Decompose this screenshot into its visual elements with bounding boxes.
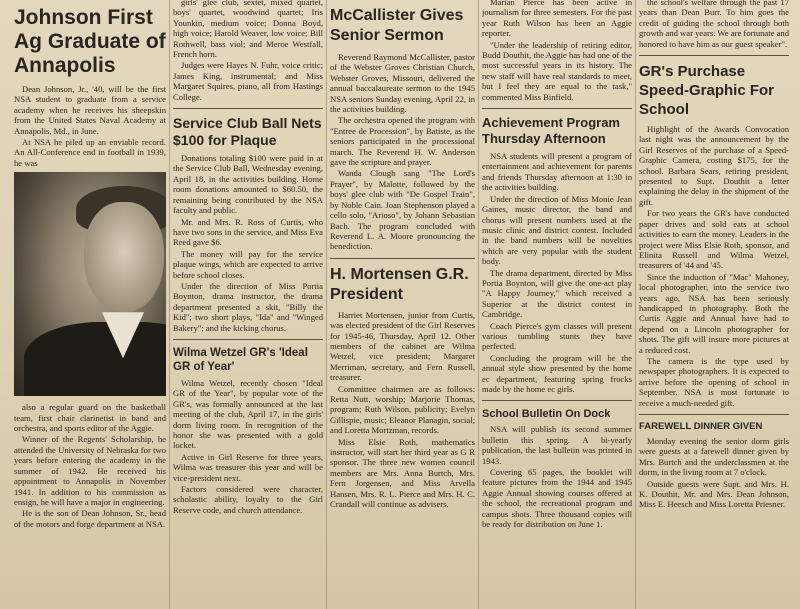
article-paragraph: At NSA he piled up an enviable record. An All-Conference end in football in 1939, he was (14, 137, 166, 168)
column-4 (482, 0, 632, 609)
article-paragraph: Coach Pierce's gym classes will present various tumbling stunts they have perfected. (482, 320, 632, 352)
article-paragraph: Covering 65 pages, the booklet will feature pictures from the 1944 and 1945 Aggie Annual showing courses offered at the school, the recreational program and campus shots. Three thousand copies will be ready for distribution on June 1. (482, 467, 632, 530)
article-paragraph: He is the son of Dean Johnson, Sr., head of the motors and forge department at NSA. (14, 508, 166, 529)
article-paragraph: Factors considered were character, scholastic ability, loyalty to the Girl Reserve code, and church attendance. (173, 484, 323, 515)
column-rule (635, 0, 636, 609)
divider (330, 258, 475, 259)
wilma-wetzel-headline: Wilma Wetzel GR's 'Ideal GR of Year' (173, 346, 308, 373)
school-bulletin-headline: School Bulletin On Dock (482, 408, 611, 421)
article-paragraph: Committee chairmen are as follows: Retta Nutt, worship; Marjorie Thomas, program; Ruth Wilson, publicity; Evelyn Gillispie, music; Eleanor Planagin, social; and Loretta Mortzman, records. (330, 383, 475, 436)
article-paragraph: Marian Pierce has been active in journalism for three semesters. For the past year Ruth Wilson has been an Aggie reporter. (482, 0, 632, 39)
photo-face (84, 202, 164, 312)
article-paragraph: Reverend Raymond McCallister, pastor of the Webster Groves Christian Church, Webster Groves, Missouri, delivered the annual baccalaureate sermon to the 1945 NSA seniors Sunday evening, April 22, in the activities building. (330, 52, 475, 115)
mccallister-headline: McCallister Gives Senior Sermon (330, 7, 464, 44)
column-3 (330, 0, 475, 609)
divider (639, 55, 789, 56)
article-paragraph: Monday evening the senior dorm girls were guests at a farewell dinner given by Mrs. Burtch and the underclassmen at the dorm, in the living room at 7 o'clock. (639, 436, 789, 478)
article-paragraph: The drama department, directed by Miss Portia Boynton, will give the one-act play "A Happy Journey," which received a Superior at the district contest in Cambridge. (482, 267, 632, 320)
article-paragraph: The money will pay for the service plaque wings, which are expected to arrive before school closes. (173, 248, 323, 280)
article-paragraph: The camera is the type used by newspaper photographers. It is expected to arrive before the opening of school in September. NSA is most fortunate to receive a much-needed gift. (639, 355, 789, 408)
article-paragraph: Dean Johnson, Jr., '40, will be the first NSA student to graduate from a service academy when he receives his sheepskin from the United States Naval Academy at Annapolis, Md., in June. (14, 84, 166, 136)
article-paragraph: Since the induction of "Mac" Mahoney, local photographer, into the service two years ago, NSA has been seriously handicapped in photography. Both the Curtis Aggie and Annual have had to depend on a Lincoln photographer for shots. The gift will insure more pictures at a reduced cost. (639, 271, 789, 355)
column-rule (169, 0, 170, 609)
portrait-photo (14, 172, 166, 396)
article-paragraph: Highlight of the Awards Convocation last night was the announcement by the Girl Reserves of the purchase of a Speed-Graphic Camera, costing $175, for the school. Barbara Sears, retiring president, presented to Supt. Douthit a letter explaining the delay in the shipment of the gift. (639, 124, 789, 207)
achievement-program-headline: Achievement Program Thursday Afternoon (482, 115, 620, 147)
divider (639, 414, 789, 415)
column-rule (326, 0, 327, 609)
article-paragraph: Judges were Hayes N. Fuhr, voice critic; James King, instrumental; and Miss Margaret Squires, piano, all from Hastings College. (173, 60, 323, 102)
johnson-headline: Johnson First Ag Graduate of Annapolis (14, 6, 166, 77)
article-paragraph: Concluding the program will be the annual style show presented by the home ec department, featuring spring frocks made by the home ec girls. (482, 352, 632, 394)
article-paragraph: the school's welfare through the past 17 years than Dean Burr. To him goes the credit of guiding the school through both growth and war years. We are fortunate and honored to have him as our guest speaker". (639, 0, 789, 49)
column-1 (14, 0, 166, 609)
article-paragraph: NSA students will present a program of entertainment and achievement for parents and friends Thursday afternoon at 1:30 in the activities building. (482, 151, 632, 193)
article-paragraph: Harriet Mortensen, junior from Curtis, was elected president of the Girl Reserves for 1945-46, Thursday, April 12. Other members of the cabinet are Wilma Wetzel, vice president; Margaret Merriman, secretary, and Fern Russell, treasurer. (330, 309, 475, 383)
article-paragraph: Donations totaling $100 were paid in at the Service Club Ball, Wednesday evening, April 18, in the activities building. Home room donations amounted to $60.50, the remaining being contributed by the NSA faculty and public. (173, 153, 323, 216)
divider (482, 108, 632, 109)
article-paragraph: Under the direction of Miss Monie Jean Gaines, music director, the band and chorus will present numbers used at the music clinic and district contest. Included in the band numbers will be novelties which are very popular with the student body. (482, 193, 632, 267)
mortensen-headline: H. Mortensen G.R. President (330, 265, 469, 303)
article-paragraph: Outside guests were Supt. and Mrs. H. K. Douthit, Mr. and Mrs. Dean Johnson, Miss E. Heesch and Miss Loretta Priesner. (639, 478, 789, 510)
article-paragraph: also a regular guard on the basketball team, first chair clarinetist in band and orchestra, and sports editor of the Aggie. (14, 402, 166, 434)
article-paragraph: Under the direction of Miss Portia Boynton, drama instructor, the drama department presented a skit, "Billy the Kid"; two short plays, "Ida" and "Winged Bakery"; and the kicking chorus. (173, 280, 323, 333)
article-paragraph: Winner of the Regents' Scholarship, he attended the University of Nebraska for two years before entering the academy in the summer of 1942. He received his appointment to Annapolis in November 1941. In addition to his commission as ensign, he will have a major in engineering. (14, 434, 166, 507)
column-5 (639, 0, 789, 609)
speed-graphic-headline: GR's Purchase Speed-Graphic For School (639, 63, 775, 119)
article-paragraph: Wanda Clough sang "The Lord's Prayer", by Malotte, followed by the boys' glee club with "De Gospel Train", by Noble Cain. Joan Stephenson played a cello solo, "Arioso", by Johann Sebastian Bach. The program concluded with Reverend L. A. Moore pronouncing the benediction. (330, 168, 475, 252)
article-paragraph: NSA will publish its second summer bulletin this spring. A bi-yearly publication, the last bulletin was printed in 1943. (482, 424, 632, 466)
photo-uniform (24, 322, 166, 396)
article-paragraph: "Under the leadership of retiring editor, Budd Douthit, the Aggie has had one of the most successful years in its history. The new staff will have real standards to meet, but I feel they are equal to the task," commented Miss Binfield. (482, 39, 632, 102)
service-club-headline: Service Club Ball Nets $100 for Plaque (173, 115, 322, 149)
farewell-dinner-headline: FAREWELL DINNER GIVEN (639, 421, 763, 432)
divider (173, 108, 323, 109)
article-paragraph: Mr. and Mrs. R. Ross of Curtis, who have two sons in the service, and Miss Eva Reed gave $6. (173, 216, 323, 248)
divider (173, 339, 323, 340)
article-paragraph: The orchestra opened the program with "Entree de Procession", by Batiste, as the seniors participated in the processional march. The Reverend H. W. Anderson gave the scripture and prayer. (330, 115, 475, 168)
article-paragraph: girls' glee club, sextet, mixed quartet, boys' quartet, woodwind quartet; Iris Younkin, medium voice; Donna Boyd, high voice; Harold Weaver, low voice; Bill Rothwell, bass viol; and Meroe Westfall, French horn. (173, 0, 323, 60)
column-2 (173, 0, 323, 609)
divider (482, 400, 632, 401)
article-paragraph: Miss Elsie Roth, mathematics instructor, will start her third year as G R sponsor. The three new women council members are Mrs. Anna Burtch, Mrs. Fern Jorgensen, and Miss Arvella Hansen, Mrs. R. L. Pierce and Mrs. H. C. Crandall will continue as advisers. (330, 436, 475, 510)
article-paragraph: Wilma Wetzel, recently chosen "Ideal GR of the Year", by popular vote of the GR's, was formally announced at the last meeting of the club, April 17, in the girls' dorm living room. In recognition of the honor she was presented with a gold locket. (173, 377, 323, 451)
article-paragraph: For two years the GR's have conducted paper drives and sold eats at school activities to earn the money. Leaders in the project were Miss Elsie Roth, sponsor, and Elinita Russell and Wilma Wetzel, treasurers of '44 and '45. (639, 208, 789, 271)
article-paragraph: Active in Girl Reserve for three years, Wilma was treasurer this year and will be vice-president next. (173, 451, 323, 483)
column-rule (478, 0, 479, 609)
